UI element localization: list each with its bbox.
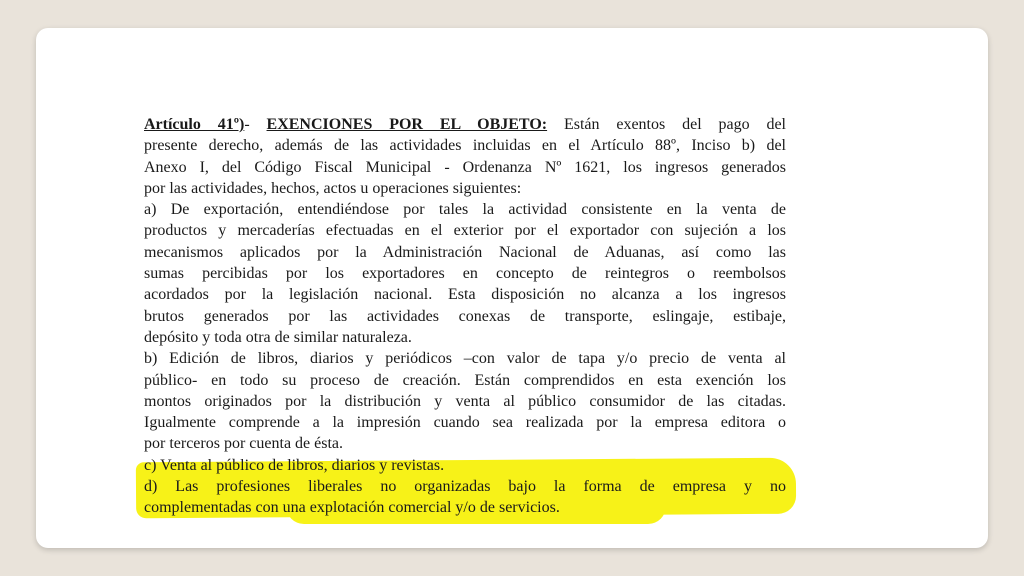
paragraph-line: público- en todo su proceso de creación. Están comprendidos en esta exención los [144, 371, 786, 389]
paragraph-line: b) Edición de libros, diarios y periódicos –con valor de tapa y/o precio de venta al [144, 350, 786, 368]
paragraph-line: Están exentos del pago del [547, 116, 787, 133]
paragraph-line: sumas percibidas por los exportadores en concepto de reintegros o reembolsos [144, 265, 786, 283]
document-card [36, 28, 988, 548]
highlighted-line: d) Las profesiones liberales no organizadas bajo la forma de empresa y no [144, 478, 786, 496]
paragraph-line: presente derecho, además de las actividades incluidas en el Artículo 88º, Inciso b) del [144, 137, 786, 155]
paragraph-line: Anexo I, del Código Fiscal Municipal - Ordenanza Nº 1621, los ingresos generados [144, 158, 786, 176]
paragraph-line: acordados por la legislación nacional. Esta disposición no alcanza a los ingresos [144, 286, 786, 304]
paragraph-line: c) Venta al público de libros, diarios y revistas. [144, 456, 445, 474]
paragraph-line: brutos generados por las actividades conexas de transporte, eslingaje, estibaje, [144, 307, 786, 325]
article-heading: EXENCIONES POR EL OBJETO: [266, 116, 548, 133]
article-number: Artículo 41º) [144, 116, 245, 133]
title-separator: - [244, 116, 267, 133]
paragraph-line: a) De exportación, entendiéndose por tales la actividad consistente en la venta de [144, 201, 786, 219]
highlighted-line: complementadas con una explotación comercial y/o de servicios. [144, 499, 560, 517]
article-title-line [144, 114, 786, 135]
paragraph-line: productos y mercaderías efectuadas en el exterior por el exportador con sujeción a los [144, 222, 786, 240]
paragraph-line: montos originados por la distribución y venta al público consumidor de las citadas. [144, 392, 786, 410]
paragraph-line: por las actividades, hechos, actos u operaciones siguientes: [144, 179, 522, 197]
paragraph-line: Igualmente comprende a la impresión cuando sea realizada por la empresa editora o [144, 414, 786, 432]
paragraph-line: depósito y toda otra de similar naturaleza. [144, 328, 412, 346]
document-text [144, 114, 786, 519]
paragraph-line: por terceros por cuenta de ésta. [144, 435, 344, 453]
paragraph-line: mecanismos aplicados por la Administración Nacional de Aduanas, así como las [144, 243, 786, 261]
